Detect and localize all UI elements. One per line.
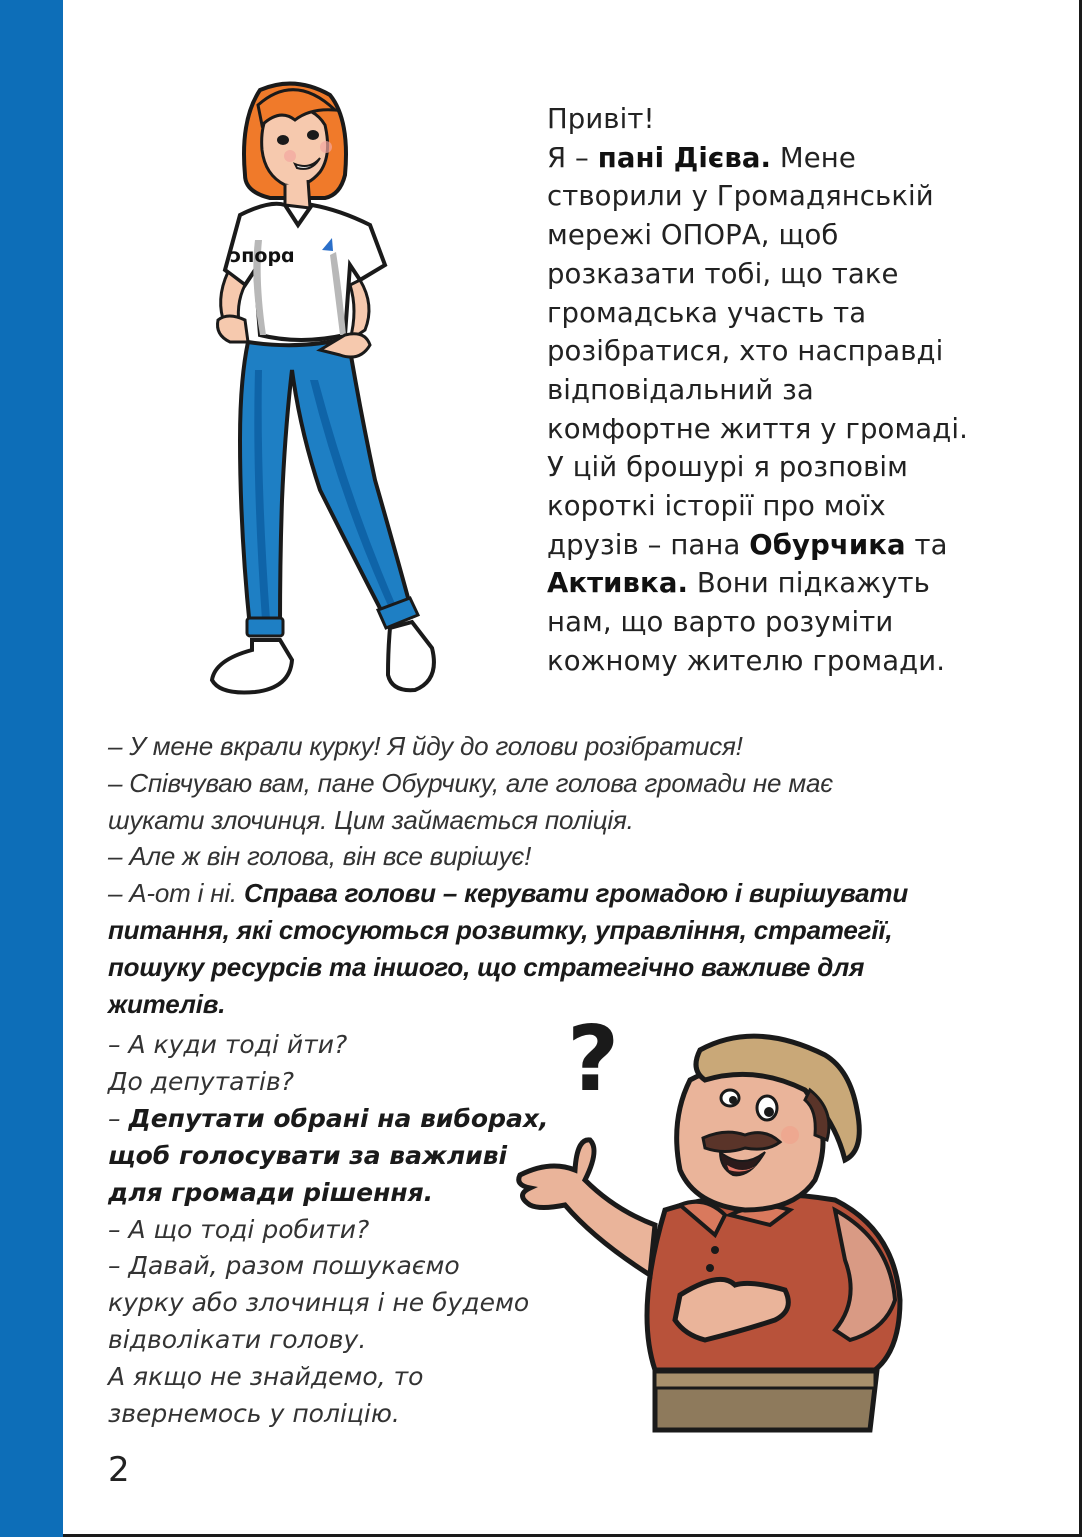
text-line: [108, 1101, 548, 1138]
text-run: друзів – пана: [547, 528, 750, 561]
pani-dieva-illustration: [200, 80, 460, 710]
text-run: – А-от і ні.: [108, 878, 244, 909]
text-run: створили у Громадянській: [547, 180, 934, 213]
bold-text: жителів.: [108, 988, 226, 1019]
text-line: [108, 838, 928, 875]
text-line: [108, 765, 928, 802]
text-line: [547, 642, 987, 681]
text-run: короткі історії про моїх: [547, 490, 886, 523]
intro-text: [547, 100, 987, 681]
text-line: [108, 728, 928, 765]
text-line: [547, 603, 987, 642]
shirt-logo: ɔпорɑ: [230, 245, 295, 267]
text-run: Мене: [771, 141, 856, 174]
bold-text: Активка.: [547, 567, 689, 600]
text-line: [108, 949, 928, 986]
text-line: [108, 1027, 548, 1064]
pan-oburchyk-illustration: [505, 1010, 905, 1440]
text-run: шукати злочинця. Цим займається поліція.: [108, 804, 634, 835]
text-run: розібратися, хто насправді: [547, 335, 944, 368]
text-line: [547, 332, 987, 371]
text-run: та: [905, 528, 948, 561]
text-line: [108, 1138, 548, 1175]
text-line: [547, 177, 987, 216]
text-line: [547, 100, 987, 139]
bold-text: Обурчика: [749, 528, 906, 561]
text-line: [547, 371, 987, 410]
dialog-wide: [108, 728, 928, 1022]
text-line: [547, 255, 987, 294]
text-run: розказати тобі, що таке: [547, 257, 899, 290]
text-line: [547, 216, 987, 255]
text-run: – А куди тоді йти?: [108, 1030, 348, 1059]
text-line: [108, 1212, 548, 1249]
text-run: комфортне життя у громаді.: [547, 412, 968, 445]
bold-text: для громади рішення.: [108, 1177, 434, 1207]
text-run: До депутатів?: [108, 1066, 294, 1096]
text-line: [108, 1064, 548, 1101]
bold-text: щоб голосувати за важливі: [108, 1140, 508, 1170]
text-run: звернемось у поліцію.: [108, 1399, 400, 1429]
text-line: [108, 1285, 548, 1322]
bold-text: пошуку ресурсів та іншого, що стратегічно важливе для: [108, 951, 865, 982]
text-run: – А що тоді робити?: [108, 1214, 370, 1244]
page-number: 2: [108, 1450, 130, 1490]
text-run: – Давай, разом пошукаємо: [108, 1251, 460, 1281]
text-run: У цій брошурі я розповім: [547, 451, 908, 484]
text-run: А якщо не знайдемо, то: [108, 1362, 424, 1392]
text-line: [108, 1322, 548, 1359]
text-run: – Але ж він голова, він все вирішує!: [108, 841, 532, 872]
bold-text: питання, які стосуються розвитку, управління, стратегії,: [108, 914, 893, 945]
bold-text: пані Дієва.: [597, 141, 772, 174]
text-line: [547, 294, 987, 333]
bold-text: Справа голови – керувати громадою і вирішувати: [243, 878, 909, 909]
text-run: – У мене вкрали курку! Я йду до голови розібратися!: [108, 731, 743, 761]
text-run: відповідальний за: [547, 373, 814, 406]
text-line: [108, 1359, 548, 1396]
text-line: [547, 564, 987, 603]
text-line: [547, 487, 987, 526]
text-run: Вони підкажуть: [688, 567, 930, 600]
text-run: курку або злочинця і не будемо: [108, 1288, 530, 1318]
text-line: [108, 1175, 548, 1212]
text-line: [108, 802, 928, 839]
text-run: – Співчуваю вам, пане Обурчику, але голова громади не має: [108, 767, 833, 798]
dialog-narrow: [108, 1027, 548, 1433]
text-run: громадська участь та: [547, 296, 867, 329]
text-line: [547, 448, 987, 487]
text-run: Я –: [547, 141, 598, 174]
question-mark-icon: ?: [567, 1010, 620, 1112]
text-run: відволікати голову.: [108, 1325, 367, 1355]
text-line: [108, 875, 928, 912]
blue-side-bar: [0, 0, 63, 1537]
text-line: [547, 139, 987, 178]
text-line: [547, 410, 987, 449]
text-run: мережі ОПОРА, щоб: [547, 219, 839, 252]
bold-text: Депутати обрані на виборах,: [128, 1103, 549, 1133]
text-run: кожному жителю громади.: [547, 644, 946, 677]
text-run: нам, що варто розуміти: [547, 606, 894, 639]
text-line: [108, 1396, 548, 1433]
text-run: –: [108, 1103, 129, 1133]
text-line: [108, 912, 928, 949]
text-line: [108, 1248, 548, 1285]
text-line: [547, 526, 987, 565]
text-run: Привіт!: [547, 103, 655, 135]
